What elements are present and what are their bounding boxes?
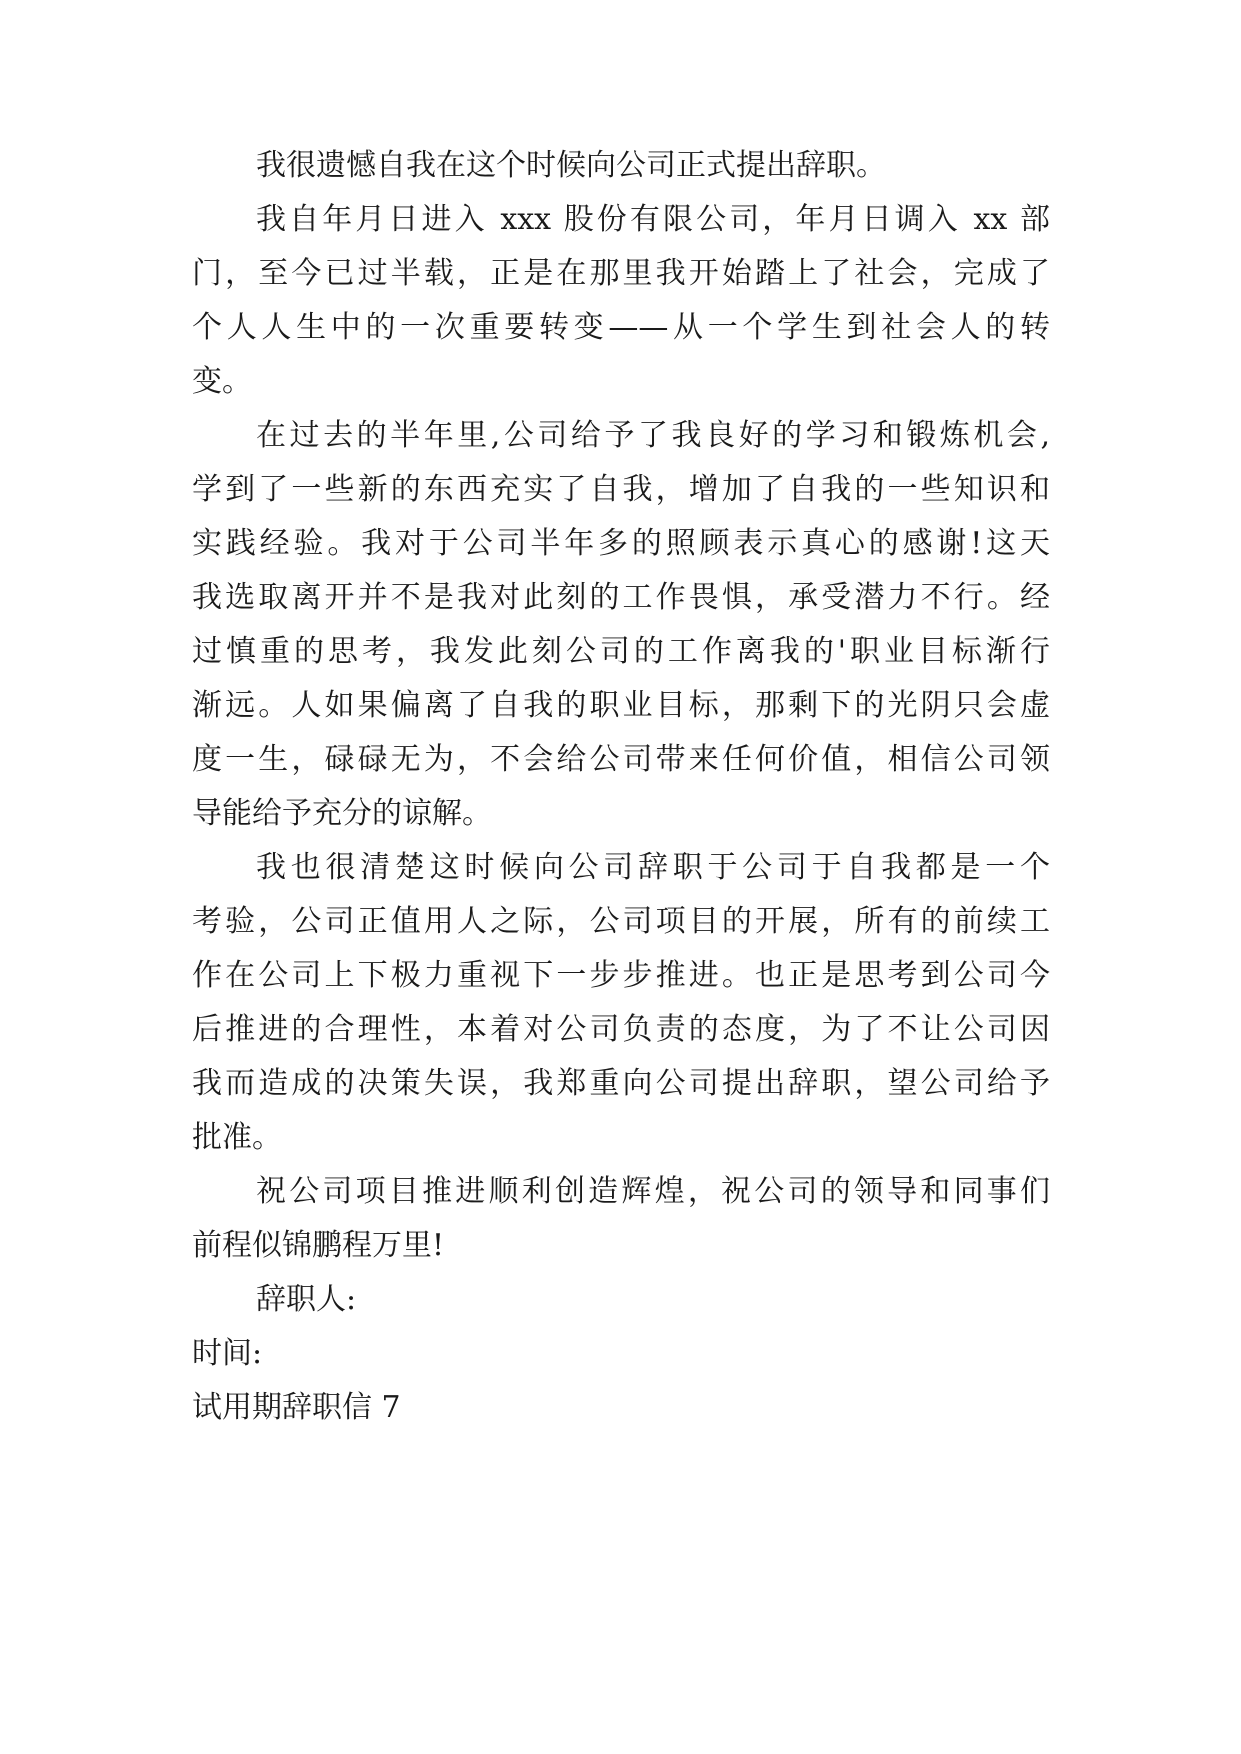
paragraph-line: 度一生，碌碌无为，不会给公司带来任何价值，相信公司领 [192, 742, 1050, 777]
paragraph-line: 后推进的合理性，本着对公司负责的态度，为了不让公司因 [192, 1012, 1050, 1047]
paragraph-line: 实践经验。我对于公司半年多的照顾表示真心的感谢!这天 [192, 526, 1050, 561]
paragraph-line: 我而造成的决策失误，我郑重向公司提出辞职，望公司给予 [192, 1066, 1050, 1101]
paragraph-line: 我很遗憾自我在这个时候向公司正式提出辞职。 [256, 148, 886, 183]
paragraph-line: 变。 [192, 364, 252, 399]
paragraph-line: 批准。 [192, 1120, 282, 1155]
paragraph-line: 我选取离开并不是我对此刻的工作畏惧，承受潜力不行。经 [192, 580, 1050, 615]
section-title: 试用期辞职信 7 [192, 1390, 401, 1425]
paragraph-line: 祝公司项目推进顺利创造辉煌，祝公司的领导和同事们 [256, 1174, 1050, 1209]
paragraph-line: 前程似锦鹏程万里! [192, 1228, 445, 1263]
paragraph-line: 个人人生中的一次重要转变——从一个学生到社会人的转 [192, 310, 1050, 345]
date-label: 时间: [192, 1336, 263, 1371]
signature-label: 辞职人: [256, 1282, 357, 1317]
paragraph-line: 我自年月日进入 xxx 股份有限公司，年月日调入 xx 部 [256, 202, 1050, 237]
paragraph-line: 作在公司上下极力重视下一步步推进。也正是思考到公司今 [192, 958, 1050, 993]
paragraph-line: 我也很清楚这时候向公司辞职于公司于自我都是一个 [256, 850, 1050, 885]
paragraph-line: 考验，公司正值用人之际，公司项目的开展，所有的前续工 [192, 904, 1050, 939]
paragraph-line: 过慎重的思考，我发此刻公司的工作离我的'职业目标渐行 [192, 634, 1050, 669]
paragraph-line: 学到了一些新的东西充实了自我，增加了自我的一些知识和 [192, 472, 1050, 507]
paragraph-line: 导能给予充分的谅解。 [192, 796, 492, 831]
paragraph-line: 渐远。人如果偏离了自我的职业目标，那剩下的光阴只会虚 [192, 688, 1050, 723]
paragraph-line: 门，至今已过半载，正是在那里我开始踏上了社会，完成了 [192, 256, 1050, 291]
paragraph-line: 在过去的半年里,公司给予了我良好的学习和锻炼机会, [256, 418, 1050, 453]
